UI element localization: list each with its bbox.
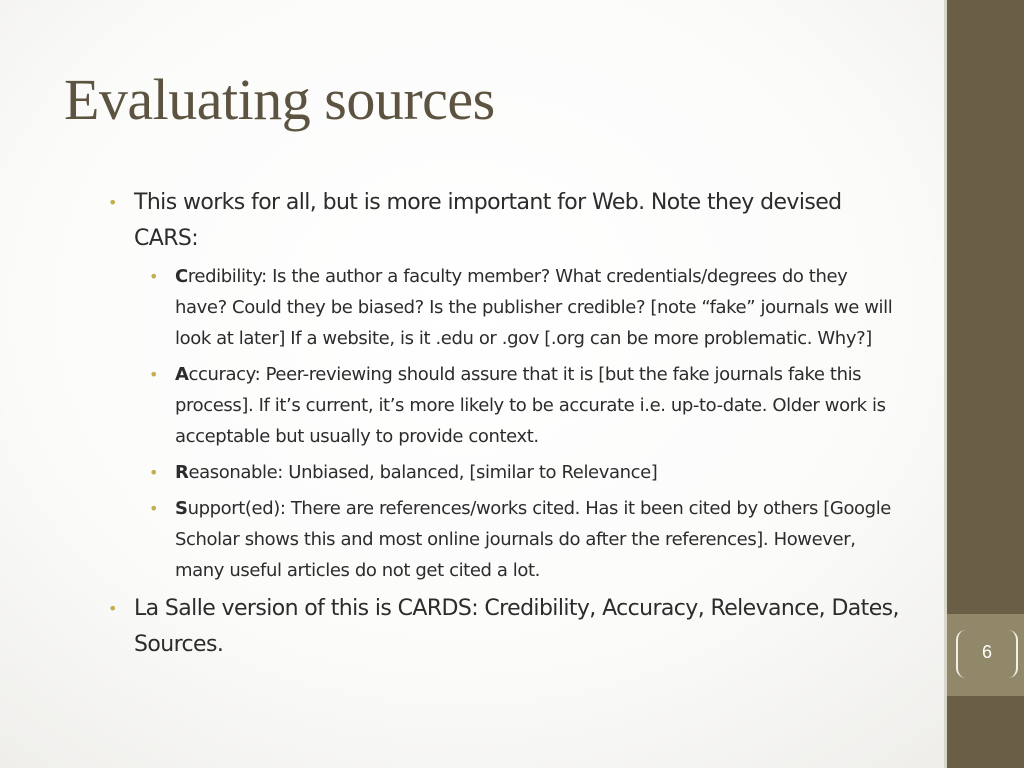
bullet-icon: • — [149, 463, 159, 482]
slide-body — [104, 185, 904, 667]
bullet-icon: • — [149, 365, 159, 384]
bullet-reasonable — [104, 457, 904, 488]
bullet-text: This works for all, but is more important for Web. Note they devised CARS: — [134, 190, 842, 251]
bullet-icon: • — [149, 267, 159, 286]
bullet-initial: R — [175, 462, 189, 483]
bullet-cards — [104, 591, 904, 663]
bullet-initial: A — [175, 364, 189, 385]
bullet-icon: • — [108, 193, 117, 212]
bullet-accuracy — [104, 359, 904, 452]
bullet-credibility — [104, 261, 904, 354]
bullet-support — [104, 493, 904, 586]
bullet-text: ccuracy: Peer-reviewing should assure that it is [but the fake journals fake this process]. If it’s current, it’s more likely to be accurate i.e. up-to-date. Older work is acceptable but usually to provide context. — [175, 364, 886, 447]
page-number: 6 — [981, 642, 992, 662]
slide-title: Evaluating sources — [64, 67, 495, 132]
bullet-icon: • — [108, 599, 117, 618]
bullet-initial: S — [175, 498, 188, 519]
bullet-text: upport(ed): There are references/works cited. Has it been cited by others [Google Scholar shows this and most online journals do after the references]. However, many useful articles do not get cited a lot. — [175, 498, 891, 581]
bullet-icon: • — [149, 499, 159, 518]
bullet-intro — [104, 185, 904, 257]
bullet-text: easonable: Unbiased, balanced, [similar to Relevance] — [188, 462, 658, 483]
bullet-text: La Salle version of this is CARDS: Credibility, Accuracy, Relevance, Dates, Sources. — [134, 596, 899, 657]
bullet-initial: C — [175, 266, 188, 287]
bullet-text: redibility: Is the author a faculty member? What credentials/degrees do they have? Could they be biased? Is the publisher credible? [note “fake” journals we will look at later] If a website, is it .edu or .gov [.org can be more problematic. Why?] — [175, 266, 893, 349]
